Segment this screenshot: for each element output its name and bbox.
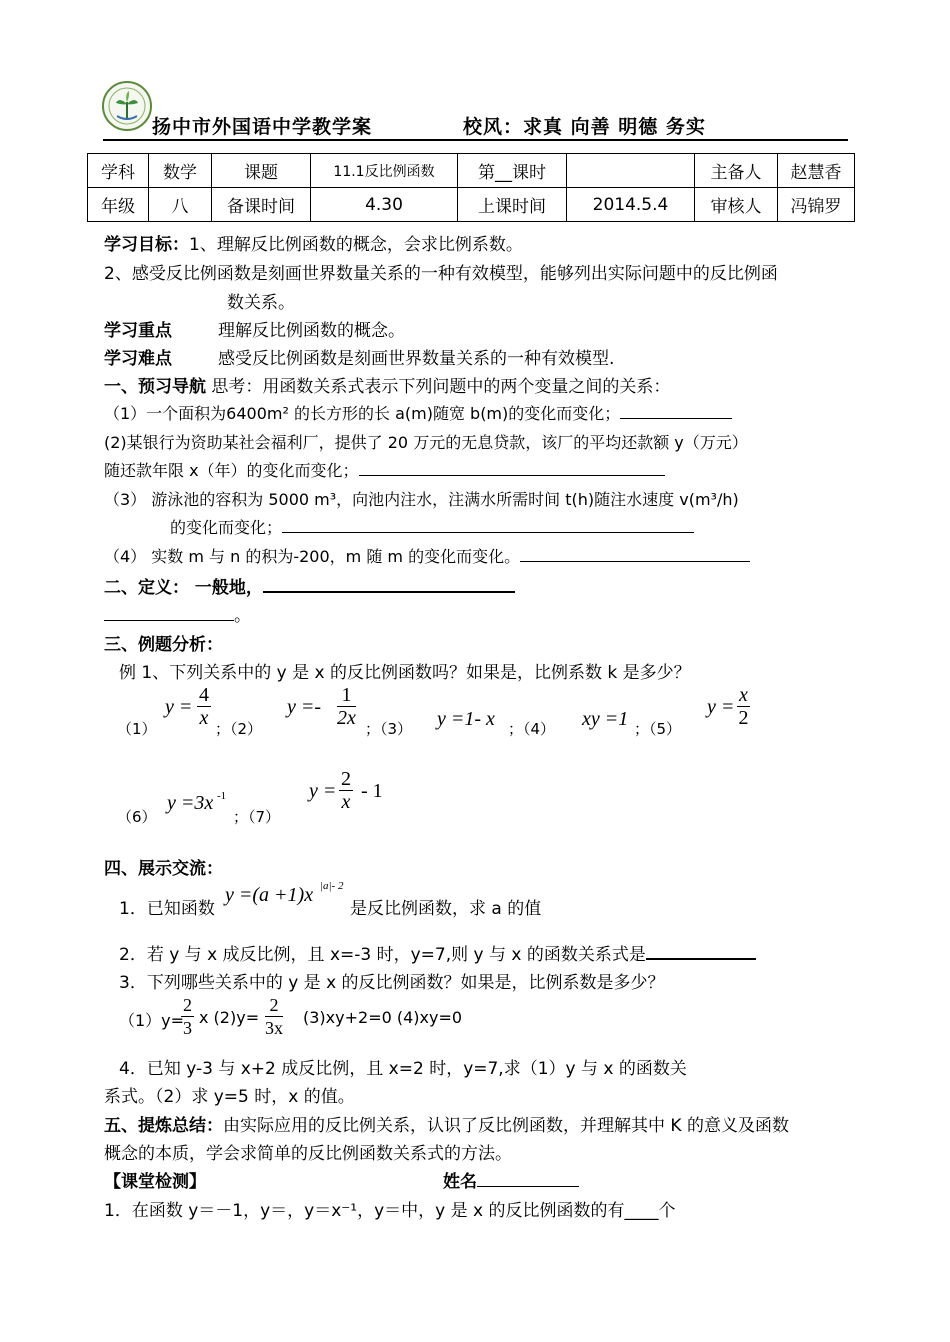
name-field (443, 1167, 579, 1192)
preview-q2b-text: 随还款年限 x（年）的变化而变化； (104, 461, 359, 480)
table-cell: 主备人 (695, 154, 778, 188)
school-motto: 校风：求真 向善 明德 务实 (463, 116, 706, 138)
preview-q1-text: （1）一个面积为6400m² 的长方形的长 a(m)随宽 b(m)的变化而变化； (104, 404, 621, 423)
table-cell: 课题 (212, 154, 311, 188)
table-cell: 2014.5.4 (567, 188, 695, 222)
check-q1: 1．在函数 y＝－1，y＝，y＝x⁻¹，y＝中，y 是 x 的反比例函数的有____个 (104, 1201, 676, 1221)
formula-7-tail: - 1 (361, 780, 383, 802)
table-cell: 数学 (149, 154, 212, 188)
formula-5-fraction (737, 684, 750, 729)
objectives-line-1 (104, 230, 523, 255)
exchange-q1-formula: y =(a +1)x (225, 884, 314, 906)
option-marker: ；（5） (634, 720, 682, 738)
exchange-q1-pre: 1．已知函数 (119, 899, 215, 919)
exchange-q1-exponent: |a|- 2 (320, 880, 344, 892)
exchange-heading: 四、展示交流： (104, 859, 223, 879)
option-marker: ；（4） (508, 720, 556, 738)
objective-2: 2、感受反比例函数是刻画世界数量关系的一种有效模型，能够列出实际问题中的反比例函 (104, 264, 778, 284)
exchange-q4: 4．已知 y-3 与 x+2 成反比例，且 x=2 时，y=7,求（1）y 与 x 的函数关 (119, 1059, 687, 1079)
preview-q3: （3） 游泳池的容积为 5000 m³，向池内注水，注满水所需时间 t(h)随注水速度 v(m³/h) (104, 490, 739, 509)
summary-text-b: 概念的本质，学会求简单的反比例函数关系式的方法。 (104, 1144, 512, 1164)
formula-6-exponent: -1 (217, 790, 227, 802)
option-marker: ；（3） (365, 720, 413, 738)
fraction-numerator: 2 (265, 994, 283, 1017)
option-b-fraction (265, 994, 283, 1039)
definition-label: 二、定义： 一般地， (104, 578, 263, 598)
preview-q3-cont (170, 515, 694, 538)
definition-line (104, 573, 515, 598)
summary-line-1 (104, 1111, 789, 1136)
exchange-q3: 3．下列哪些关系中的 y 是 x 的反比例函数？如果是，比例系数是多少？ (119, 973, 665, 993)
exchange-q1-post: 是反比例函数，求 a 的值 (350, 899, 542, 919)
formula-6: y =3x (167, 792, 214, 814)
table-cell: 年级 (88, 188, 149, 222)
fraction-denominator: 3 (183, 1018, 192, 1038)
exchange-q3-options (119, 994, 519, 1046)
key-point-text: 理解反比例函数的概念。 (218, 321, 405, 341)
table-cell: 11.1反比例函数 (311, 154, 458, 188)
header-divider (103, 139, 848, 141)
key-point-line (104, 316, 172, 341)
fraction-denominator: 2 (738, 707, 749, 729)
exchange-q2 (119, 940, 756, 965)
difficulty-label: 学习难点 (104, 349, 172, 369)
fraction-denominator: x (199, 707, 209, 729)
difficulty-line (104, 344, 172, 369)
table-cell: 备课时间 (212, 188, 311, 222)
formula-1-fraction (197, 684, 211, 729)
check-heading: 【课堂检测】 (104, 1172, 206, 1192)
preview-q3b-text: 的变化而变化； (170, 518, 283, 537)
difficulty-text: 感受反比例函数是刻画世界数量关系的一种有效模型. (218, 349, 615, 369)
preview-q4-text: （4） 实数 m 与 n 的积为-200，m 随 m 的变化而变化。 (104, 547, 521, 566)
fraction-numerator: 4 (199, 684, 209, 706)
table-cell (567, 154, 695, 188)
preview-q2-cont (104, 458, 665, 481)
examples-heading: 三、例题分析： (104, 635, 223, 655)
example-1-question: 例 1、下列关系中的 y 是 x 的反比例函数吗？如果是，比例系数 k 是多少？ (119, 663, 691, 683)
objectives-label: 学习目标： (104, 235, 189, 255)
summary-label: 五、提炼总结： (104, 1116, 223, 1136)
option-marker: （6） (117, 808, 157, 826)
formula-2-fraction (337, 684, 356, 729)
objective-1: 1、理解反比例函数的概念，会求比例系数。 (189, 235, 523, 255)
formula-1-lhs: y = (165, 696, 193, 718)
school-logo-icon (101, 80, 153, 132)
name-label: 姓名 (443, 1172, 477, 1192)
fraction-numerator: 1 (337, 684, 356, 707)
answer-blank[interactable] (359, 459, 665, 476)
summary-text-a: 由实际应用的反比例关系，认识了反比例函数，并理解其中 K 的意义及函数 (223, 1116, 789, 1136)
definition-end: 。 (234, 606, 251, 626)
preview-label: 一、预习导航 (104, 377, 206, 397)
exchange-q2-text: 2．若 y 与 x 成反比例，且 x=-3 时，y=7,则 y 与 x 的函数关系式是 (119, 945, 646, 965)
answer-blank[interactable] (520, 545, 750, 562)
option-marker: ；（7） (233, 808, 281, 826)
table-cell: 学科 (88, 154, 149, 188)
formula-7-fraction (339, 768, 353, 813)
preview-q1 (104, 401, 732, 424)
answer-blank[interactable] (620, 402, 732, 419)
formula-7-lhs: y = (309, 780, 337, 802)
options-rest: (3)xy+2=0 (4)xy=0 (303, 1008, 463, 1027)
option-a-suffix: x (2)y= (199, 1008, 260, 1027)
answer-blank[interactable] (646, 942, 756, 960)
preview-q2: (2)某银行为资助某社会福利厂，提供了 20 万元的无息贷款，该厂的平均还款额 y（万元） (104, 433, 748, 452)
answer-blank[interactable] (282, 516, 694, 533)
option-marker: ；（2） (215, 720, 263, 738)
fraction-numerator: 2 (183, 995, 192, 1015)
objective-2-cont: 数关系。 (227, 293, 295, 313)
formula-5-lhs: y = (707, 696, 735, 718)
option-marker: （1） (117, 720, 157, 738)
table-row (88, 188, 855, 222)
key-point-label: 学习重点 (104, 321, 172, 341)
table-cell: 审核人 (695, 188, 778, 222)
preview-q4 (104, 544, 750, 567)
fraction-denominator: 3x (265, 1018, 283, 1038)
option-a-prefix: （1）y= (119, 1011, 185, 1030)
exchange-q4-cont: 系式。（2）求 y=5 时，x 的值。 (104, 1087, 355, 1107)
definition-blank-2[interactable] (104, 604, 234, 621)
table-cell: 八 (149, 188, 212, 222)
option-a-fraction (181, 994, 194, 1039)
lesson-info-table (87, 153, 855, 222)
definition-blank[interactable] (263, 575, 515, 593)
formula-4: xy =1 (582, 708, 629, 730)
table-cell: 4.30 (311, 188, 458, 222)
fraction-denominator: 2x (337, 707, 356, 729)
fraction-numerator: x (739, 684, 748, 706)
school-title: 扬中市外国语中学教学案 (152, 116, 373, 138)
table-cell: 冯锦罗 (778, 188, 855, 222)
name-input[interactable] (477, 1170, 579, 1187)
table-cell: 上课时间 (458, 188, 567, 222)
preview-heading (104, 372, 670, 397)
formula-2-lhs: y =- (287, 696, 322, 718)
formula-3: y =1- x (437, 708, 495, 730)
fraction-denominator: x (341, 791, 351, 813)
preview-intro: 思考：用函数关系式表示下列问题中的两个变量之间的关系： (206, 377, 671, 397)
fraction-numerator: 2 (341, 768, 351, 790)
definition-line-2 (104, 601, 251, 626)
table-cell: 第__课时 (458, 154, 567, 188)
table-cell: 赵慧香 (778, 154, 855, 188)
table-row (88, 154, 855, 188)
